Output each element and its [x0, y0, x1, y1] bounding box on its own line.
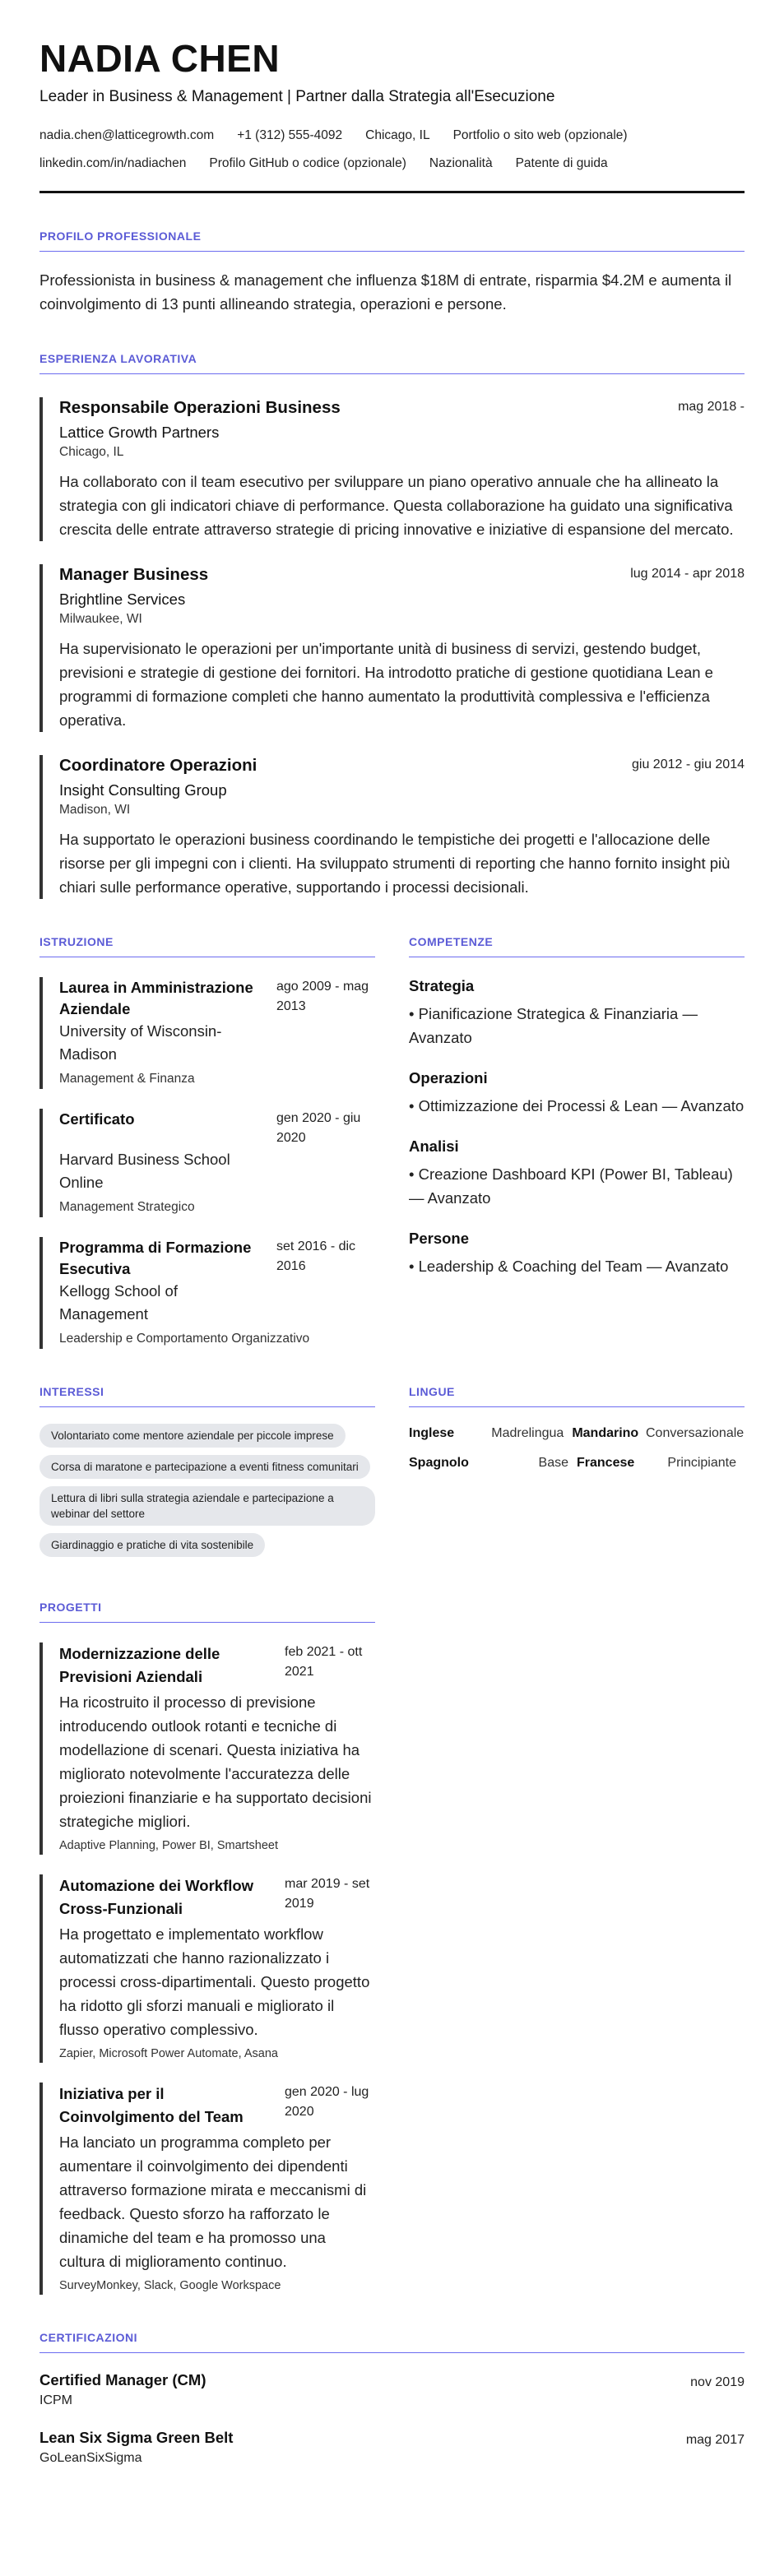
skill-group [409, 1068, 745, 1118]
section-title-experience: ESPERIENZA LAVORATIVA [39, 352, 745, 374]
job-location: Chicago, IL [59, 445, 124, 459]
skill-group-name: Strategia [409, 977, 475, 994]
job-dates: lug 2014 - apr 2018 [630, 567, 745, 581]
skill-group [409, 975, 745, 1049]
language-level: Madrelingua [491, 1426, 564, 1440]
project-title: Modernizzazione delle Previsioni Aziendali [59, 1645, 220, 1685]
education-item [39, 1237, 375, 1349]
certification-issuer: GoLeanSixSigma [39, 2451, 142, 2465]
language-row [409, 1424, 745, 1443]
job-location: Milwaukee, WI [59, 612, 142, 626]
skill-group-name: Persone [409, 1230, 470, 1247]
contact-phone[interactable]: +1 (312) 555-4092 [237, 128, 343, 142]
education-item [39, 1109, 375, 1217]
education-skills-row [39, 899, 745, 1349]
education-field: Management & Finanza [59, 1072, 195, 1086]
project-tools: SurveyMonkey, Slack, Google Workspace [59, 2279, 281, 2292]
interest-chip: Volontariato come mentore aziendale per piccole imprese [39, 1424, 346, 1448]
certification-date: mag 2017 [685, 2433, 745, 2447]
language-level: Conversazionale [645, 1426, 745, 1440]
section-title-education: ISTRUZIONE [39, 935, 375, 957]
language-name: Inglese [409, 1426, 455, 1440]
section-title-interests: INTERESSI [39, 1385, 375, 1407]
contact-github[interactable]: Profilo GitHub o codice (opzionale) [209, 156, 406, 170]
skill-item: • Pianificazione Strategica & Finanziaria — Avanzato [409, 1005, 698, 1046]
interest-chip-list [39, 1424, 375, 1564]
education-section [39, 899, 375, 1349]
language-name: Mandarino [572, 1426, 639, 1440]
section-title-languages: LINGUE [409, 1385, 745, 1407]
project-description: Ha ricostruito il processo di previsione introducendo outlook rotanti e tecniche di modellazione di scenari. Questa iniziativa ha migliorato notevolmente l'accuratezza delle proiezioni finanziarie e ha supportato decisioni strategiche migliori. [59, 1693, 372, 1830]
skill-group-name: Analisi [409, 1137, 459, 1155]
skill-item: • Leadership & Coaching del Team — Avanzato [409, 1258, 729, 1275]
experience-item [39, 397, 745, 541]
education-dates: ago 2009 - mag 2013 [276, 980, 369, 1013]
job-dates: mag 2018 - [678, 400, 745, 414]
project-dates: feb 2021 - ott 2021 [285, 1645, 363, 1679]
certification-date: nov 2019 [690, 2375, 745, 2389]
project-description: Ha lanciato un programma completo per aumentare il coinvolgimento dei dipendenti attraverso formazione mirata e meccanismi di feedback. Questo sforzo ha rafforzato le dinamiche del team e ha promosso una cultura di miglioramento continuo. [59, 2134, 367, 2270]
job-title: Coordinatore Operazioni [59, 756, 257, 775]
interests-languages-row [39, 1349, 745, 1564]
certification-item [39, 2427, 745, 2468]
education-field: Management Strategico [59, 1200, 195, 1214]
skill-group [409, 1228, 745, 1278]
skill-group [409, 1136, 745, 1210]
certifications-section [39, 2331, 745, 2468]
education-dates: set 2016 - dic 2016 [276, 1239, 356, 1273]
section-title-profile: PROFILO PROFESSIONALE [39, 229, 745, 252]
education-field: Leadership e Comportamento Organizzativo [59, 1332, 310, 1346]
candidate-tagline: Leader in Business & Management | Partner dalla Strategia all'Esecuzione [39, 88, 555, 105]
project-title: Automazione dei Workflow Cross-Funzionali [59, 1877, 254, 1917]
experience-section [39, 352, 745, 899]
job-dates: giu 2012 - giu 2014 [632, 758, 745, 771]
language-name: Francese [577, 1456, 635, 1470]
skill-group-name: Operazioni [409, 1069, 488, 1086]
project-dates: mar 2019 - set 2019 [285, 1877, 370, 1911]
language-name: Spagnolo [409, 1456, 469, 1470]
skill-item: • Creazione Dashboard KPI (Power BI, Tableau) — Avanzato [409, 1165, 733, 1207]
education-school: Kellogg School of Management [59, 1282, 178, 1323]
job-description: Ha supervisionato le operazioni per un'importante unità di business di servizi, gestendo budget, previsioni e strategie di gestione dei fornitori. Ha introdotto pratiche di gestione quotidiana Lean e programmi di formazione completi che hanno aumentato la produttività complessiva e l'efficienza operativa. [59, 640, 713, 729]
project-dates: gen 2020 - lug 2020 [285, 2085, 369, 2119]
contact-portfolio[interactable]: Portfolio o sito web (opzionale) [452, 128, 628, 142]
job-title: Responsabile Operazioni Business [59, 398, 341, 417]
contact-linkedin[interactable]: linkedin.com/in/nadiachen [39, 156, 187, 170]
job-location: Madison, WI [59, 803, 131, 817]
interests-section [39, 1349, 375, 1564]
certification-item [39, 2370, 745, 2411]
section-title-skills: COMPETENZE [409, 935, 745, 957]
language-level: Base [538, 1456, 568, 1470]
skill-item: • Ottimizzazione dei Processi & Lean — Avanzato [409, 1097, 745, 1114]
contact-location: Chicago, IL [365, 128, 430, 142]
education-degree: Laurea in Amministrazione Aziendale [59, 979, 253, 1017]
project-tools: Zapier, Microsoft Power Automate, Asana [59, 2047, 278, 2060]
candidate-name: NADIA CHEN [39, 37, 281, 80]
job-company: Brightline Services [59, 591, 186, 608]
profile-section [39, 229, 745, 316]
project-item [39, 1642, 375, 1855]
interest-chip: Corsa di maratone e partecipazione a eventi fitness comunitari [39, 1455, 370, 1479]
education-degree: Certificato [59, 1110, 135, 1128]
projects-section [39, 1601, 745, 2295]
education-item [39, 977, 375, 1089]
section-title-certifications: CERTIFICAZIONI [39, 2331, 745, 2353]
header-divider [39, 191, 745, 193]
certification-name: Lean Six Sigma Green Belt [39, 2429, 234, 2446]
job-description: Ha collaborato con il team esecutivo per sviluppare un piano operativo annuale che ha allineato la strategia con gli indicatori chiave di performance. Questa collaborazione ha guidato una significativa crescita delle entrate attraverso strategie di pricing innovative e iniziative di espansione del mercato. [59, 473, 734, 538]
certification-name: Certified Manager (CM) [39, 2371, 206, 2388]
resume-header [39, 36, 745, 193]
contact-license: Patente di guida [515, 156, 608, 170]
languages-section [409, 1349, 745, 1564]
language-table [409, 1424, 745, 1473]
section-title-projects: PROGETTI [39, 1601, 375, 1623]
job-company: Lattice Growth Partners [59, 424, 220, 441]
language-level: Principiante [667, 1456, 736, 1470]
contact-nationality: Nazionalità [429, 156, 493, 170]
language-row [409, 1453, 745, 1473]
profile-summary: Professionista in business & management che influenza $18M di entrate, risparmia $4.2M e aumenta il coinvolgimento di 13 punti allineando strategia, operazioni e persone. [39, 271, 732, 313]
project-title: Iniziativa per il Coinvolgimento del Team [59, 2085, 244, 2125]
contact-email[interactable]: nadia.chen@latticegrowth.com [39, 128, 215, 142]
project-tools: Adaptive Planning, Power BI, Smartsheet [59, 1839, 278, 1852]
experience-item [39, 755, 745, 899]
job-description: Ha supportato le operazioni business coordinando le tempistiche dei progetti e l'allocazione delle risorse per gli impegni con i clienti. Ha sviluppato strumenti di reporting che hanno fornito insight più chiari sulle performance operative, supportando i processi decisionali. [59, 831, 731, 896]
job-company: Insight Consulting Group [59, 781, 227, 799]
certification-issuer: ICPM [39, 2393, 72, 2407]
job-title: Manager Business [59, 565, 209, 584]
skills-section [409, 899, 745, 1349]
project-item [39, 2083, 375, 2295]
experience-item [39, 564, 745, 732]
interest-chip: Lettura di libri sulla strategia aziendale e partecipazione a webinar del settore [39, 1486, 375, 1526]
contact-list [39, 122, 745, 178]
project-item [39, 1874, 375, 2063]
interest-chip: Giardinaggio e pratiche di vita sostenibile [39, 1533, 265, 1557]
education-degree: Programma di Formazione Esecutiva [59, 1239, 252, 1277]
education-school: Harvard Business School Online [59, 1151, 230, 1191]
project-description: Ha progettato e implementato workflow automatizzati che hanno razionalizzato i processi cross-dipartimentali. Questo progetto ha ridotto gli sforzi manuali e migliorato il flusso operativo complessivo. [59, 1925, 370, 2038]
education-dates: gen 2020 - giu 2020 [276, 1111, 361, 1145]
education-school: University of Wisconsin-Madison [59, 1022, 222, 1063]
